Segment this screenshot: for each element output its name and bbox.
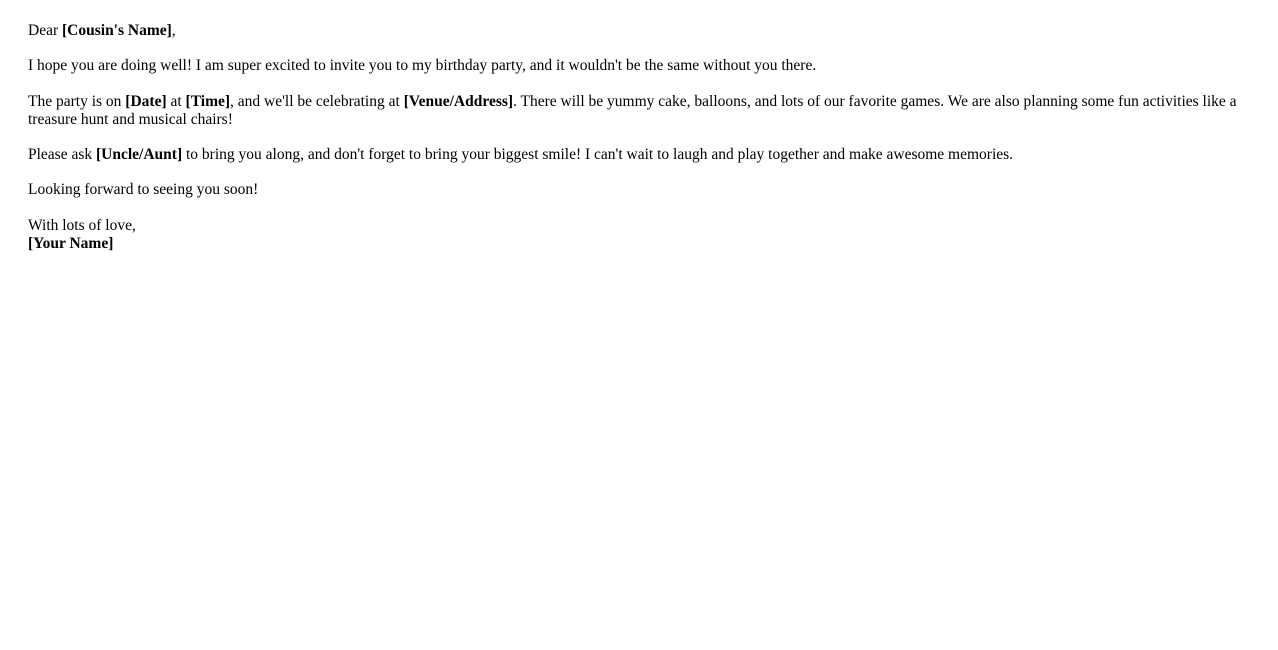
paragraph-request [28,146,1250,164]
placeholder-text: [Uncle/Aunt] [96,146,183,164]
paragraph-intro [28,57,1250,75]
body-text: at [166,92,186,110]
placeholder-text: [Time] [185,92,231,110]
paragraph-salutation [28,22,1250,40]
paragraph-party-details [28,93,1250,130]
body-text: I hope you are doing well! I am super excited to invite you to my birthday party, and it wouldn't be the same without you there. [28,57,817,75]
body-text: Please ask [28,146,97,164]
body-text: to bring you along, and don't forget to bring your biggest smile! I can't wait to laugh and play together and make awesome memories. [182,146,1014,164]
letter-body [28,22,1250,253]
body-text: , [171,22,176,39]
letter-document [0,0,1278,253]
placeholder-text: [Your Name] [28,234,114,252]
body-text: . There will be yummy cake, balloons, and lots of our favorite games. We are also planning some fun activities like a treasure hunt and musical chairs! [28,92,1237,128]
body-text: , and we'll be celebrating at [230,92,404,110]
paragraph-closing-line [28,181,1250,199]
body-text: With lots of love, [28,216,136,234]
paragraph-signature [28,217,1250,254]
placeholder-text: [Cousin's Name] [62,22,172,39]
body-text: Dear [28,22,62,39]
placeholder-text: [Venue/Address] [403,92,514,110]
placeholder-text: [Date] [125,92,167,110]
body-text: Looking forward to seeing you soon! [28,181,259,199]
body-text: The party is on [28,92,126,110]
